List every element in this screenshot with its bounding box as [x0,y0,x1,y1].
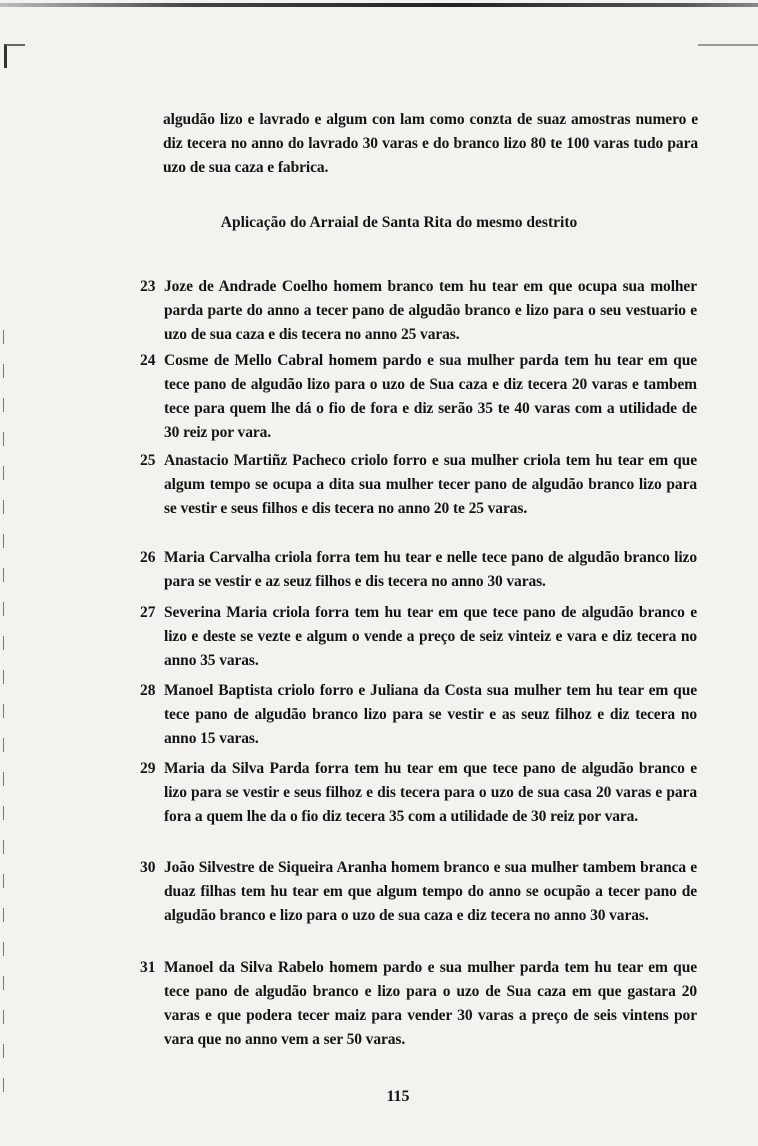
entry-number: 24 [140,352,156,369]
entry-text: João Silvestre de Siqueira Aranha homem branco e sua mulher tambem branca e duaz filhas tem hu tear em que algum tempo do anno se ocupão a tecer pano de algudão branco e lizo para o uzo de sua caza e diz tecera no anno 30 varas. [164,859,697,924]
entry-number: 28 [140,682,156,699]
entry-28 [140,679,700,751]
entry-number: 29 [140,760,156,777]
entry-30 [140,856,700,928]
entry-text: Manoel da Silva Rabelo homem pardo e sua mulher parda tem hu tear em que tece pano de algudão branco e lizo para o uzo de Sua caza em que gastara 20 varas e que podera tecer maiz para vender 30 varas a preço de seis vintens por vara que no anno vem a ser 50 varas. [164,959,697,1048]
entry-text: Joze de Andrade Coelho homem branco tem hu tear em que ocupa sua molher parda parte do anno a tecer pano de algudão branco e lizo para o seu vestuario e uzo de sua caza e dis tecera no anno 25 varas. [164,278,697,343]
entry-24 [140,349,700,445]
entry-31 [140,956,700,1052]
section-heading: Aplicação do Arraial de Santa Rita do mesmo destrito [220,214,578,231]
entry-number: 25 [140,452,156,469]
entry-text: Anastacio Martiñz Pacheco criolo forro e sua mulher criola tem hu tear em que algum tempo se ocupa a dita sua mulher tecer pano de algudão branco lizo para se vestir e seus filhos e dis tecera no anno 20 te 25 varas. [164,452,697,517]
entry-number: 27 [140,604,156,621]
entry-number: 23 [140,278,156,295]
entry-23 [140,275,700,347]
entry-number: 31 [140,959,156,976]
entry-number: 26 [140,549,156,566]
entry-26 [140,546,700,594]
entry-text: Maria Carvalha criola forra tem hu tear e nelle tece pano de algudão branco lizo para se vestir e az seuz filhos e dis tecera no anno 30 varas. [164,549,697,590]
entry-text: Manoel Baptista criolo forro e Juliana da Costa sua mulher tem hu tear em que tece pano de algudão branco lizo para se vestir e as seuz filhoz e diz tecera no anno 15 varas. [164,682,697,747]
entry-25 [140,449,700,521]
page-number: 115 [386,1088,410,1105]
entry-27 [140,601,700,673]
entry-text: Maria da Silva Parda forra tem hu tear em que tece pano de algudão branco e lizo para se vestir e seus filhoz e dis tecera para o uzo de sua casa 20 varas e para fora a quem lhe da o fio diz tecera 35 com a utilidade de 30 reiz por vara. [164,760,697,825]
intro-paragraph: algudão lizo e lavrado e algum con lam como conzta de suaz amostras numero e diz tecera no anno do lavrado 30 varas e do branco lizo 80 te 100 varas tudo para uzo de sua caza e fabrica. [163,111,698,176]
entry-text: Severina Maria criola forra tem hu tear em que tece pano de algudão branco e lizo e deste se vezte e algum o vende a preço de seiz vinteiz e vara e diz tecera no anno 35 varas. [164,604,697,669]
entry-29 [140,757,700,829]
entry-number: 30 [140,859,156,876]
entry-text: Cosme de Mello Cabral homem pardo e sua mulher parda tem hu tear em que tece pano de algudão lizo para o uzo de Sua caza e diz tecera 20 varas e tambem tece para quem lhe dá o fio de fora e diz serão 35 te 40 varas com a utilidade de 30 reiz por vara. [164,352,697,441]
